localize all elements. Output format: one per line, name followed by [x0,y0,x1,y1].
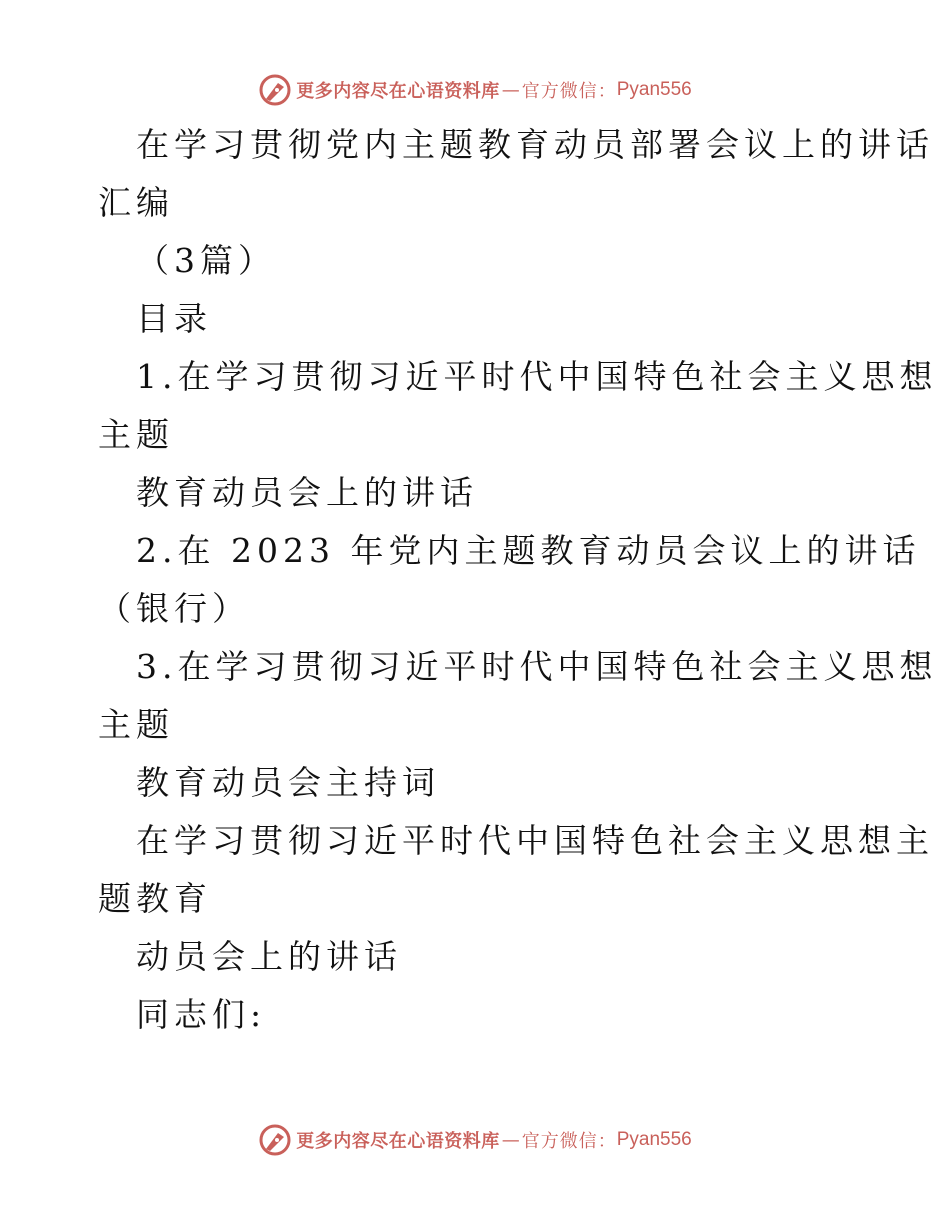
pen-nib-logo-icon [258,1123,292,1157]
watermark-slogan: 更多内容尽在心语资料库 [296,1131,500,1152]
toc-item-3: 3.在学习贯彻习近平时代中国特色社会主义思想 [136,647,938,686]
toc-item-3-cont-a: 主题 [98,705,174,744]
watermark-wechat-id: Pyan556 [616,79,692,100]
toc-item-2: 2.在 2023 年党内主题教育动员会议上的讲话 [136,531,921,570]
watermark-wechat-label: 官方微信： [521,1131,617,1152]
watermark-dash: — [501,79,520,101]
toc-item-2-cont: （银行） [98,589,250,628]
doc-line-1: 在学习贯彻党内主题教育动员部署会议上的讲话 [136,125,934,164]
header-watermark [0,70,950,110]
watermark-wechat-label: 官方微信： [521,81,617,102]
pen-nib-logo-icon [258,73,292,107]
section-title-cont-a: 题教育 [98,879,212,918]
toc-item-1-cont-b: 教育动员会上的讲话 [136,473,478,512]
toc-item-1: 1.在学习贯彻习近平时代中国特色社会主义思想 [136,357,938,396]
toc-item-1-cont-a: 主题 [98,415,174,454]
toc-item-3-cont-b: 教育动员会主持词 [136,763,440,802]
watermark-dash: — [501,1129,520,1151]
section-title: 在学习贯彻习近平时代中国特色社会主义思想主 [136,821,934,860]
watermark-slogan: 更多内容尽在心语资料库 [296,81,500,102]
doc-line-3: （3篇） [136,241,276,280]
doc-line-2: 汇编 [98,183,174,222]
salutation: 同志们: [136,995,267,1034]
watermark-wechat-id: Pyan556 [616,1129,692,1150]
toc-heading: 目录 [136,299,212,338]
section-title-cont-b: 动员会上的讲话 [136,937,402,976]
footer-watermark [0,1120,950,1160]
document-body [98,116,938,1044]
